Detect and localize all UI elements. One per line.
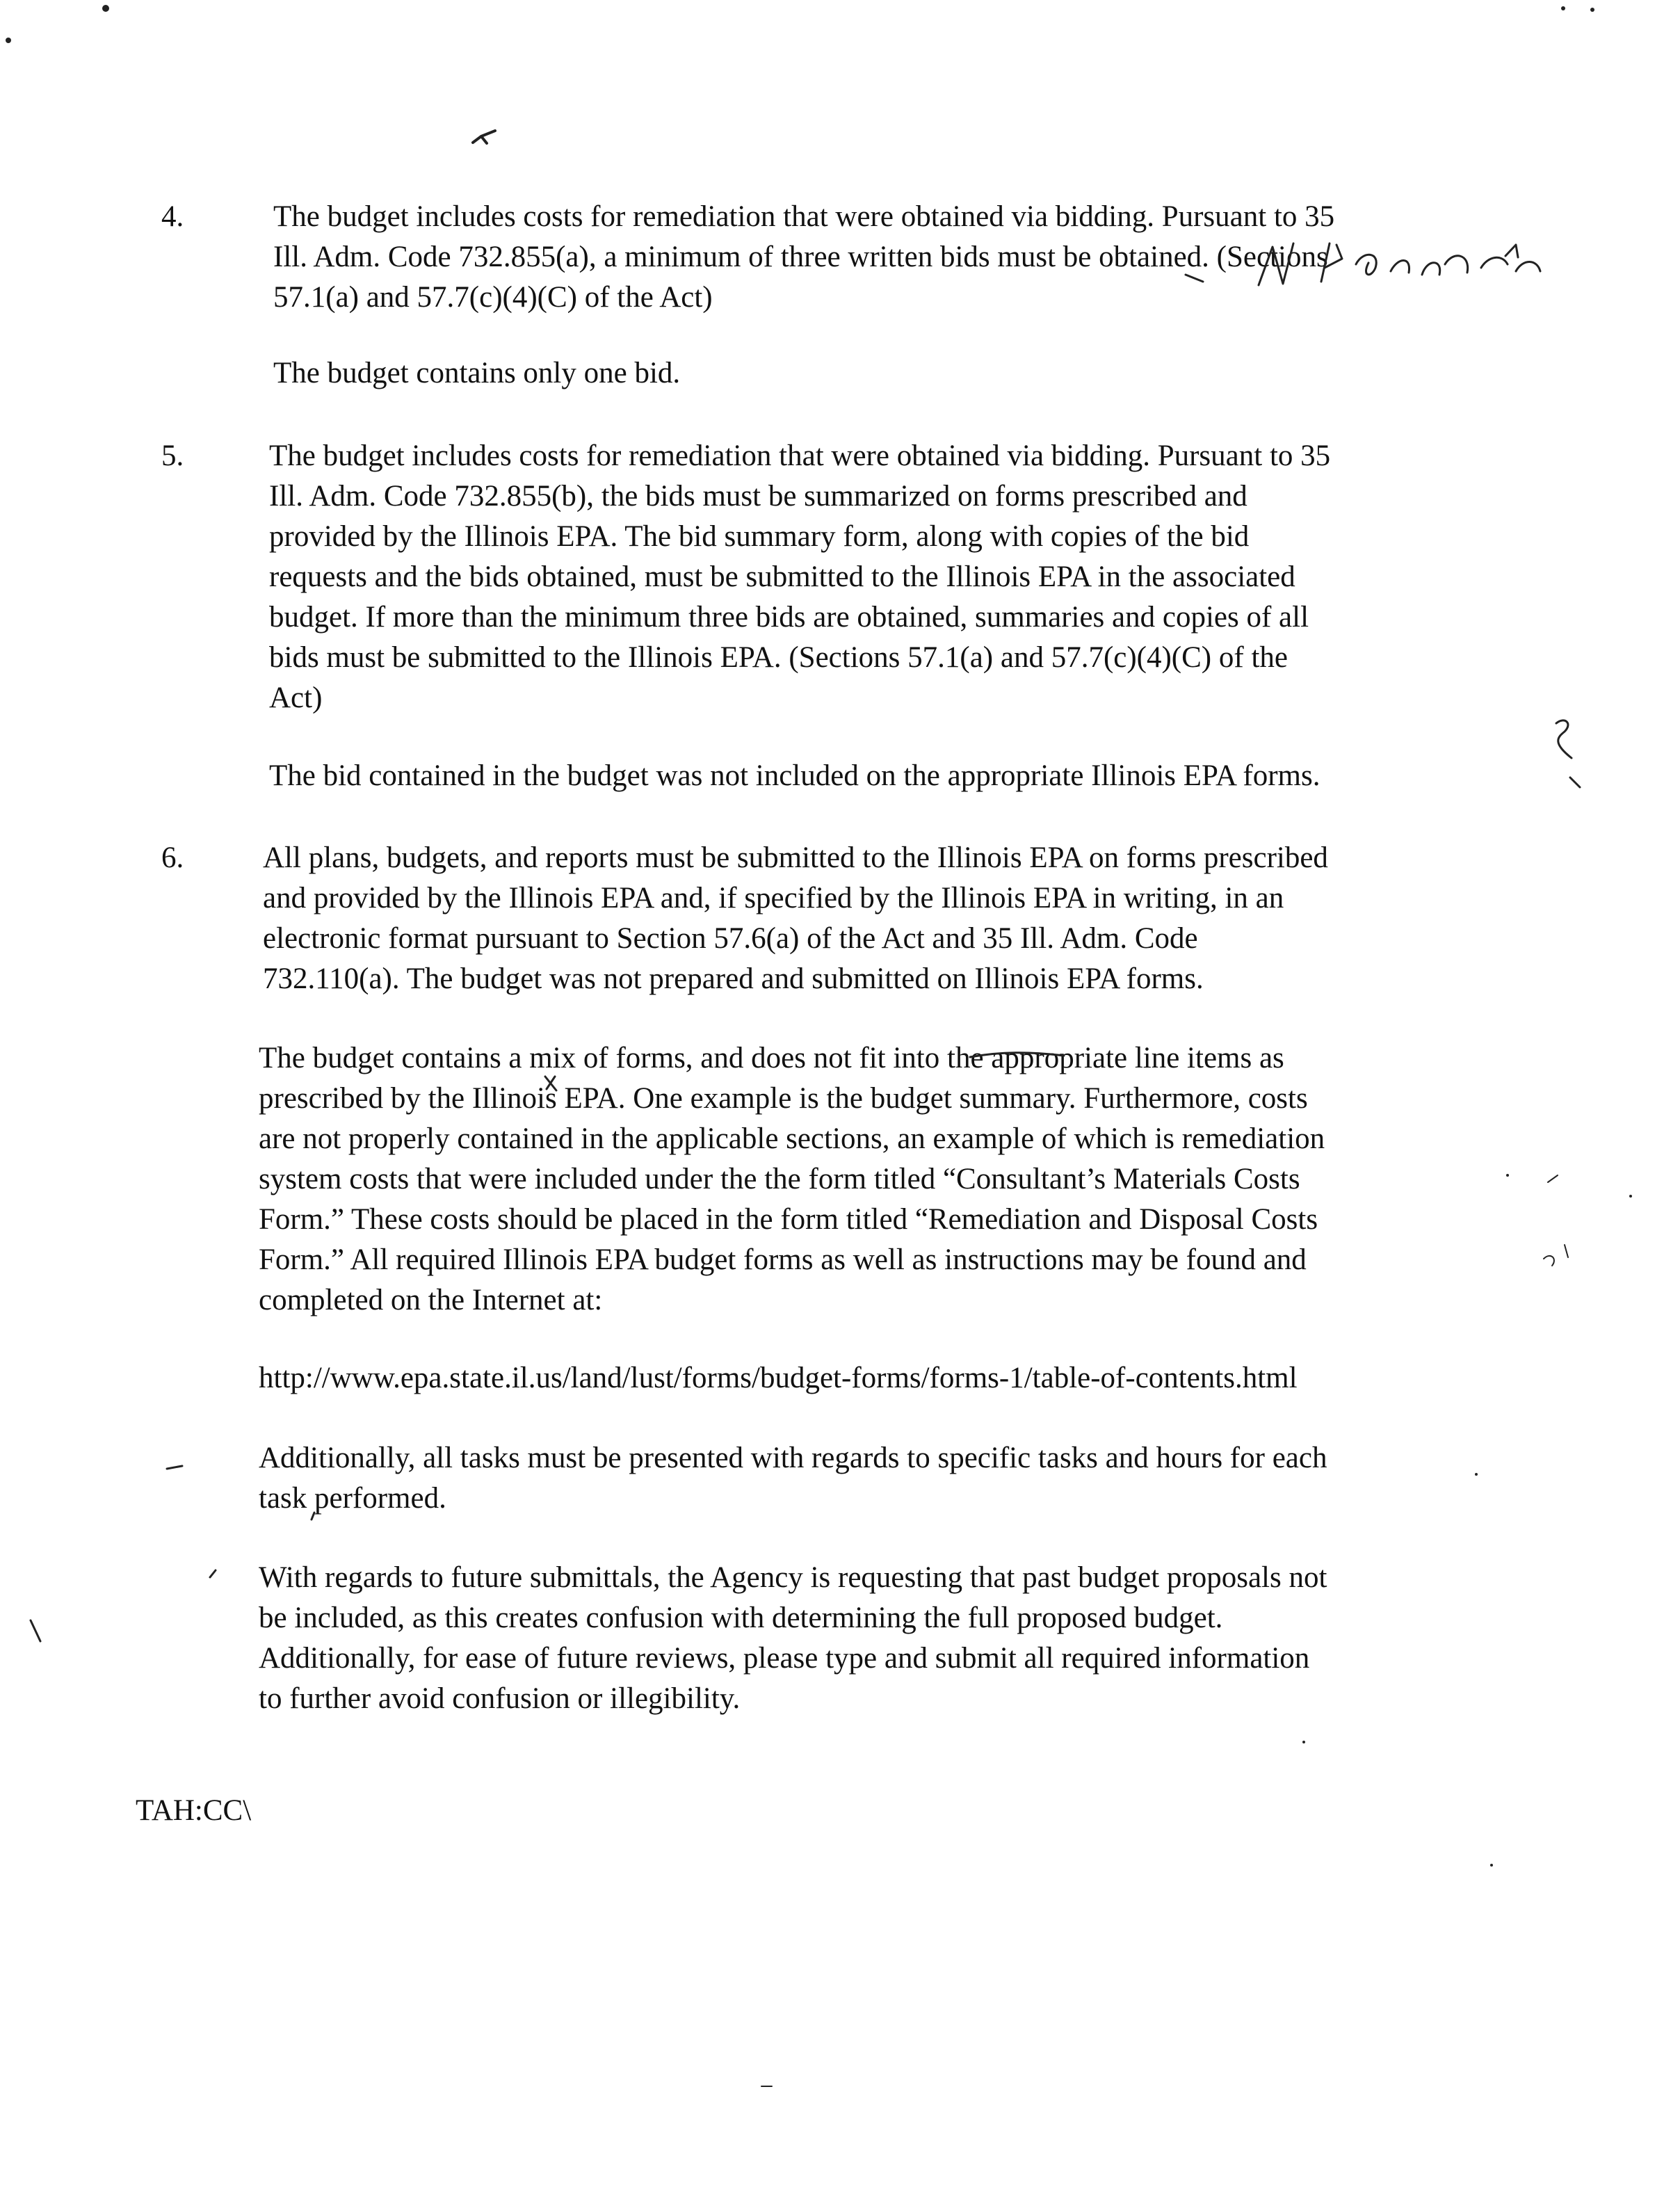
text-line: Additionally, for ease of future reviews, please type and submit all required information — [259, 1642, 1310, 1675]
item-4-note: The budget contains only one bid. — [273, 357, 681, 389]
text-line: Additionally, all tasks must be presented with regards to specific tasks and hours for each — [259, 1442, 1327, 1474]
text-line: bids must be submitted to the Illinois EPA. (Sections 57.1(a) and 57.7(c)(4)(C) of the — [269, 641, 1288, 674]
text-line: Form.” These costs should be placed in the form titled “Remediation and Disposal Costs — [259, 1203, 1318, 1236]
text-line: Ill. Adm. Code 732.855(a), a minimum of three written bids must be obtained. (Sections — [273, 241, 1328, 273]
text-line: are not properly contained in the applicable sections, an example of which is remediation — [259, 1122, 1325, 1155]
typist-initials: TAH:CC\ — [136, 1794, 252, 1827]
text-line: and provided by the Illinois EPA and, if specified by the Illinois EPA in writing, in an — [263, 882, 1284, 914]
item-number-6: 6. — [161, 841, 184, 874]
text-line: provided by the Illinois EPA. The bid summary form, along with copies of the bid — [269, 520, 1250, 553]
text-line: prescribed by the Illinois EPA. One example is the budget summary. Furthermore, costs — [259, 1082, 1308, 1115]
text-line: Ill. Adm. Code 732.855(b), the bids must be summarized on forms prescribed and — [269, 480, 1247, 513]
item-6-text — [263, 838, 1535, 999]
text-line: Form.” All required Illinois EPA budget forms as well as instructions may be found and — [259, 1243, 1307, 1276]
item-6-additional — [259, 1438, 1531, 1519]
text-line: The budget contains a mix of forms, and does not fit into the appropriate line items as — [259, 1042, 1284, 1074]
text-line: be included, as this creates confusion with determining the full proposed budget. — [259, 1602, 1223, 1634]
text-line: budget. If more than the minimum three bids are obtained, summaries and copies of all — [269, 601, 1309, 634]
forms-url: http://www.epa.state.il.us/land/lust/forms/budget-forms/forms-1/table-of-contents.html — [259, 1362, 1298, 1394]
text-line: to further avoid confusion or illegibility. — [259, 1682, 741, 1715]
item-5-text — [269, 436, 1542, 718]
item-4-text — [273, 197, 1546, 318]
item-6-future — [259, 1558, 1531, 1719]
text-line: The budget includes costs for remediation that were obtained via bidding. Pursuant to 35 — [273, 200, 1335, 233]
text-line: With regards to future submittals, the Agency is requesting that past budget proposals not — [259, 1561, 1327, 1594]
text-line: 732.110(a). The budget was not prepared and submitted on Illinois EPA forms. — [263, 962, 1204, 995]
item-number-5: 5. — [161, 440, 184, 472]
item-number-4: 4. — [161, 200, 184, 233]
text-line: All plans, budgets, and reports must be submitted to the Illinois EPA on forms prescribed — [263, 841, 1328, 874]
text-line: system costs that were included under the the form titled “Consultant’s Materials Costs — [259, 1163, 1300, 1195]
text-line: completed on the Internet at: — [259, 1284, 603, 1316]
text-line: task performed. — [259, 1482, 446, 1515]
text-line: requests and the bids obtained, must be submitted to the Illinois EPA in the associated — [269, 561, 1295, 593]
item-6-explanation — [259, 1038, 1531, 1321]
text-line: 57.1(a) and 57.7(c)(4)(C) of the Act) — [273, 281, 713, 314]
text-line: The budget includes costs for remediation that were obtained via bidding. Pursuant to 35 — [269, 440, 1331, 472]
text-line: electronic format pursuant to Section 57.6(a) of the Act and 35 Ill. Adm. Code — [263, 922, 1198, 955]
item-5-note: The bid contained in the budget was not included on the appropriate Illinois EPA forms. — [269, 759, 1320, 792]
text-line: Act) — [269, 682, 323, 714]
